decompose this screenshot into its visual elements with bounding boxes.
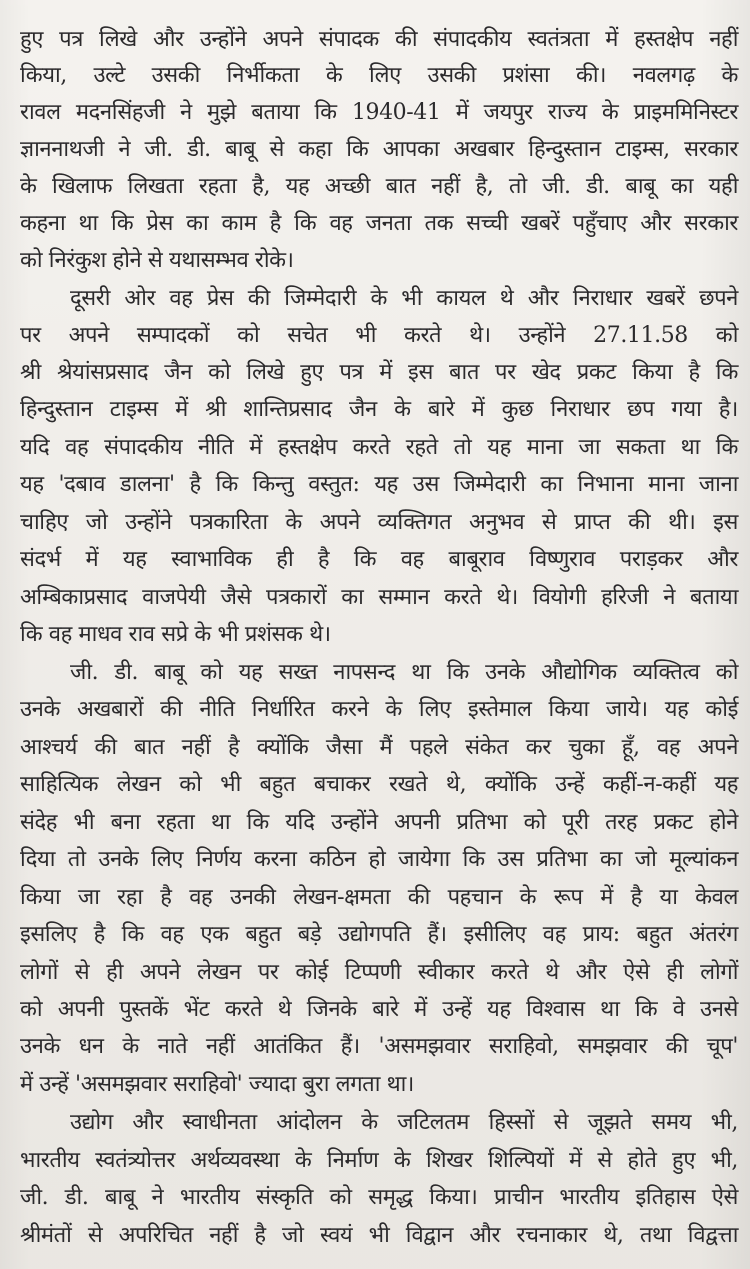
text-line: को निरंकुश होने से यथासम्भव रोके।	[20, 248, 294, 273]
text-line: हिन्दुस्तान टाइम्स में श्री शान्तिप्रसाद जैन के बारे में कुछ निराधार छप गया है।	[20, 397, 738, 422]
text-line: यह 'दबाव डालना' है कि किन्तु वस्तुत: यह उस जिम्मेदारी का निभाना माना जाना	[20, 472, 738, 497]
text-line: संदर्भ में यह स्वाभाविक ही है कि वह बाबूराव विष्णुराव पराड़कर और	[20, 547, 738, 572]
text-line: लोगों से ही अपने लेखन पर कोई टिप्पणी स्वीकार करते थे और ऐसे ही लोगों	[20, 960, 738, 985]
text-line: को अपनी पुस्तकें भेंट करते थे जिनके बारे में उन्हें यह विश्वास था कि वे उनसे	[20, 997, 738, 1022]
text-line: ज्ञाननाथजी ने जी. डी. बाबू से कहा कि आपका अखबार हिन्दुस्तान टाइम्स, सरकार	[20, 137, 738, 162]
text-line: रावल मदनसिंहजी ने मुझे बताया कि 1940-41 में जयपुर राज्य के प्राइममिनिस्टर	[20, 100, 738, 125]
text-line: किया, उल्टे उसकी निर्भीकता के लिए उसकी प्रशंसा की। नवलगढ़ के	[20, 63, 738, 88]
text-line: चाहिए जो उन्होंने पत्रकारिता के अपने व्यक्तिगत अनुभव से प्राप्त की थी। इस	[20, 510, 738, 535]
text-line: किया जा रहा है वह उनकी लेखन-क्षमता की पहचान के रूप में है या केवल	[20, 885, 738, 910]
text-line: जी. डी. बाबू ने भारतीय संस्कृति को समृद्ध किया। प्राचीन भारतीय इतिहास ऐसे	[20, 1185, 738, 1210]
text-line: दिया तो उनके लिए निर्णय करना कठिन हो जायेगा कि उस प्रतिभा का जो मूल्यांकन	[20, 847, 738, 872]
text-line: श्रीमंतों से अपरिचित नहीं है जो स्वयं भी विद्वान और रचनाकार थे, तथा विद्वत्ता	[20, 1223, 738, 1248]
text-line: हुए पत्र लिखे और उन्होंने अपने संपादक की संपादकीय स्वतंत्रता में हस्तक्षेप नहीं	[20, 27, 738, 52]
text-line: श्री श्रेयांसप्रसाद जैन को लिखे हुए पत्र में इस बात पर खेद प्रकट किया है कि	[20, 360, 738, 385]
text-line: इसलिए है कि वह एक बहुत बड़े उद्योगपति हैं। इसीलिए वह प्राय: बहुत अंतरंग	[20, 922, 738, 947]
text-line: साहित्यिक लेखन को भी बहुत बचाकर रखते थे, क्योंकि उन्हें कहीं-न-कहीं यह	[20, 772, 738, 797]
paragraph-start-line: जी. डी. बाबू को यह सख्त नापसन्द था कि उनके औद्योगिक व्यक्तित्व को	[70, 660, 738, 685]
text-line: भारतीय स्वतंत्र्योत्तर अर्थव्यवस्था के निर्माण के शिखर शिल्पियों में से होते हुए भी,	[20, 1148, 738, 1173]
text-line: पर अपने सम्पादकों को सचेत भी करते थे। उन्होंने 27.11.58 को	[20, 323, 738, 348]
text-line: अम्बिकाप्रसाद वाजपेयी जैसे पत्रकारों का सम्मान करते थे। वियोगी हरिजी ने बताया	[20, 585, 738, 610]
text-line: के खिलाफ लिखता रहता है, यह अच्छी बात नहीं है, तो जी. डी. बाबू का यही	[20, 174, 738, 199]
text-line: यदि वह संपादकीय नीति में हस्तक्षेप करते रहते तो यह माना जा सकता था कि	[20, 435, 738, 460]
text-line: कि वह माधव राव सप्रे के भी प्रशंसक थे।	[20, 622, 331, 647]
text-line: संदेह भी बना रहता था कि यदि उन्होंने अपनी प्रतिभा को पूरी तरह प्रकट होने	[20, 810, 738, 835]
text-line: आश्चर्य की बात नहीं है क्योंकि जैसा मैं पहले संकेत कर चुका हूँ, वह अपने	[20, 735, 738, 760]
text-line: उनके धन के नाते नहीं आतंकित हैं। 'असमझवार सराहिवो, समझवार की चूप'	[20, 1034, 738, 1059]
paragraph-start-line: उद्योग और स्वाधीनता आंदोलन के जटिलतम हिस्सों से जूझते समय भी,	[70, 1110, 738, 1135]
text-line: कहना था कि प्रेस का काम है कि वह जनता तक सच्ची खबरें पहुँचाए और सरकार	[20, 211, 738, 236]
paragraph-start-line: दूसरी ओर वह प्रेस की जिम्मेदारी के भी कायल थे और निराधार खबरें छपने	[70, 286, 738, 311]
text-line: में उन्हें 'असमझवार सराहिवो' ज्यादा बुरा लगता था।	[20, 1072, 414, 1097]
text-line: उनके अखबारों की नीति निर्धारित करने के लिए इस्तेमाल किया जाये। यह कोई	[20, 697, 738, 722]
